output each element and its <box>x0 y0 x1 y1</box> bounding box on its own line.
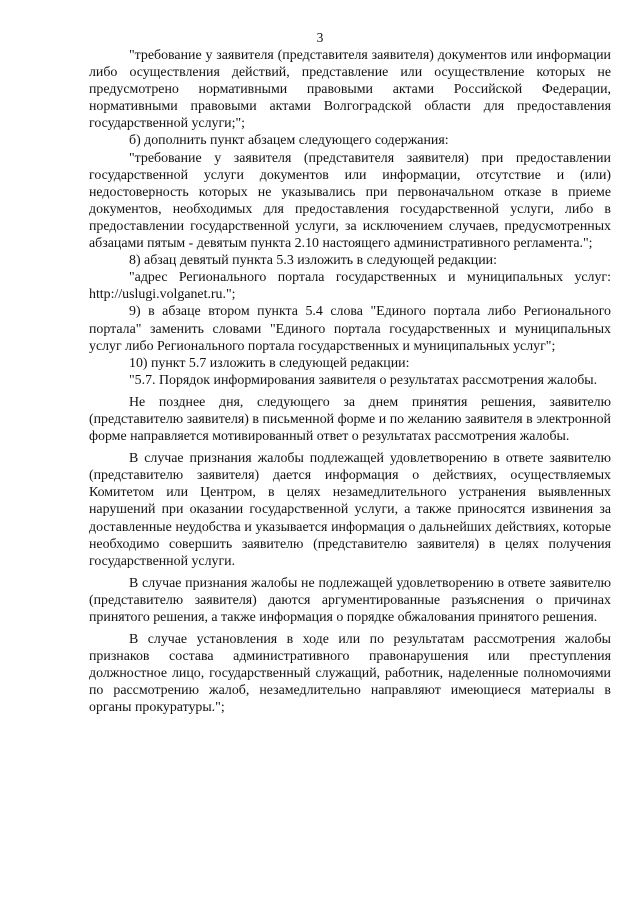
paragraph-item-10: 10) пункт 5.7 изложить в следующей редакции: <box>129 355 410 371</box>
paragraph-prosecution: В случае установления в ходе или по результатам рассмотрения жалобы признаков состава административного правонарушения или преступления должностное лицо, государственный служащий, работник, наделенные полномочиями по рассмотрению жалоб, незамедлительно направляют имеющиеся материалы в органы прокуратуры."; <box>89 632 611 716</box>
paragraph-b-addition: б) дополнить пункт абзацем следующего содержания: <box>129 133 449 149</box>
paragraph-response-deadline: Не позднее дня, следующего за днем принятия решения, заявителю (представителю заявителя) в письменной форме и по желанию заявителя в электронной форме направляется мотивированный ответ о результатах рассмотрения жалобы. <box>89 394 611 445</box>
paragraph-item-8: 8) абзац девятый пункта 5.3 изложить в следующей редакции: <box>129 253 497 269</box>
paragraph-portal-address: "адрес Регионального портала государственных и муниципальных услуг: http://uslugi.volganet.ru."; <box>89 270 611 303</box>
paragraph-complaint-rejected: В случае признания жалобы не подлежащей удовлетворению в ответе заявителю (представителю заявителя) даются аргументированные разъяснения о причинах принятого решения, а также информация о порядке обжалования принятого решения. <box>89 575 611 625</box>
paragraph-requirement-new: "требование у заявителя (представителя заявителя) при предоставлении государственной услуги документов или информации, отсутствие и (или) недостоверность которых не указывались при первоначальном отказе в приеме документов, необходимых для предоставления государственной услуги, либо в предоставлении государственной услуги, за исключением случаев, предусмотренных абзацами пятым - девятым пункта 2.10 настоящего административного регламента."; <box>89 150 611 252</box>
paragraph-5-7-heading: "5.7. Порядок информирования заявителя о результатах рассмотрения жалобы. <box>129 372 598 388</box>
document-body <box>89 47 611 717</box>
paragraph-complaint-satisfied: В случае признания жалобы подлежащей удовлетворению в ответе заявителю (представителю заявителя) дается информация о действиях, осуществляемых Комитетом или Центром, в целях незамедлительного устранения выявленных нарушений при оказании государственной услуги, а также приносятся извинения за доставленные неудобства и указывается информация о дальнейших действиях, которые необходимо совершить заявителю (представителю заявителя) в целях получения государственной услуги. <box>89 451 611 569</box>
paragraph-item-9: 9) в абзаце втором пункта 5.4 слова "Единого портала либо Регионального портала" заменить словами "Единого портала государственных и муниципальных услуг либо Регионального портала государственных и муниципальных услуг"; <box>89 304 611 354</box>
page-number: 3 <box>316 30 324 45</box>
paragraph-requirement-quote: "требование у заявителя (представителя заявителя) документов или информации либо осуществления действий, представление или осуществление которых не предусмотрено нормативными правовыми актами Российской Федерации, нормативными правовыми актами Волгоградской области для предоставления государственной услуги;"; <box>89 48 611 132</box>
